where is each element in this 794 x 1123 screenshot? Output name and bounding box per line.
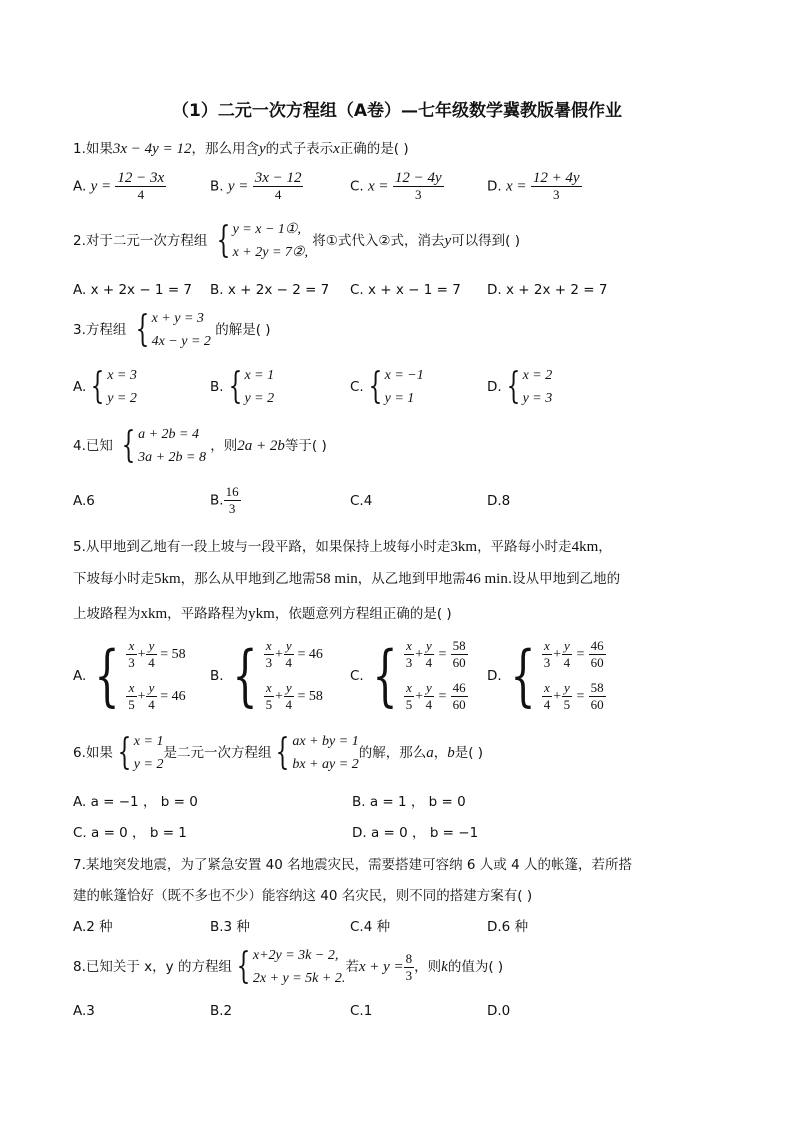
q3-stem: 3.方程组 — [73, 322, 127, 338]
q8-option-b[interactable]: B.2 — [210, 1003, 233, 1019]
question-7-line-2: 建的帐篷恰好（既不多也不少）能容纳这 40 名灾民，则不同的搭建方案有( ) — [73, 888, 533, 904]
q6-option-b[interactable]: B. a = 1 ， b = 0 — [352, 794, 466, 810]
question-8: 8.已知关于 x，y 的方程组 { x+2y = 3k − 2, 2x + y = 5k + 2. 若x + y = $\frac{8}{3}$ ，则k的值为( ) — [73, 946, 504, 987]
q3-option-a[interactable]: A. { x = 3 y = 2 — [73, 366, 137, 407]
q1-d-fraction: $\frac{12 + 4y}{3}$ — [532, 170, 580, 202]
q3-option-d[interactable]: D. { x = 2 y = 3 — [487, 366, 553, 407]
q5-option-d[interactable]: D. { $\frac{x}{3}$ + $\frac{y}{4}$ = $\frac{46}{60}$ $\frac{x}{4}$ + $\frac{y}{5}$ = $\frac{58}{60}$ — [487, 637, 604, 714]
q5-option-a[interactable]: A. { $\frac{x}{3}$ + $\frac{y}{4}$ = 58 $\frac{x}{5}$ + $\frac{y}{4}$ = 46 — [73, 637, 186, 714]
q7-option-b[interactable]: B.3 种 — [210, 919, 250, 935]
q1-b-fraction: $\frac{3x - 12}{4}$ — [254, 170, 302, 202]
question-3 — [73, 307, 721, 353]
q1-option-c[interactable]: C. x = $\frac{12 - 4y}{3}$ — [350, 170, 442, 202]
q1-var-x: x — [333, 141, 340, 157]
q1-c-fraction: $\frac{12 - 4y}{3}$ — [394, 170, 442, 202]
q2-option-a[interactable]: A. x + 2x − 1 = 7 — [73, 282, 193, 298]
q5-option-b[interactable]: B. { $\frac{x}{3}$ + $\frac{y}{4}$ = 46 $\frac{x}{5}$ + $\frac{y}{4}$ = 58 — [210, 637, 323, 714]
q1-option-b[interactable]: B. y = $\frac{3x - 12}{4}$ — [210, 170, 302, 202]
q8-option-a[interactable]: A.3 — [73, 1003, 95, 1019]
q4-option-c[interactable]: C.4 — [350, 493, 373, 509]
q6-option-a[interactable]: A. a = −1 ， b = 0 — [73, 794, 198, 810]
q1-option-d[interactable]: D. x = $\frac{12 + 4y}{3}$ — [487, 170, 580, 202]
q1-stem: 1.如果 — [73, 141, 113, 157]
q5-option-c[interactable]: C. { $\frac{x}{3}$ + $\frac{y}{4}$ = $\frac{58}{60}$ $\frac{x}{5}$ + $\frac{y}{4}$ = $\frac{46}{60}$ — [350, 637, 466, 714]
q2-option-b[interactable]: B. x + 2x − 2 = 7 — [210, 282, 330, 298]
question-5-line-1: 5.从甲地到乙地有一段上坡与一段平路，如果保持上坡每小时走3km，平路每小时走4km， — [73, 539, 612, 555]
q6-option-c[interactable]: C. a = 0 ， b = 1 — [73, 825, 187, 841]
q1-text2: 的式子表示 — [265, 141, 334, 157]
question-5-line-3: 上坡路程为xkm，平路路程为ykm，依题意列方程组正确的是( ) — [73, 606, 452, 622]
q8-option-c[interactable]: C.1 — [350, 1003, 373, 1019]
question-4 — [73, 423, 721, 469]
q4-option-b[interactable]: B. $\frac{16}{3}$ — [210, 484, 239, 516]
q4-system: { a + 2b = 4 3a + 2b = 8 — [121, 425, 206, 466]
q3-system: { x + y = 3 4x − y = 2 — [135, 309, 211, 350]
q4-option-d[interactable]: D.8 — [487, 493, 511, 509]
q8-option-d[interactable]: D.0 — [487, 1003, 511, 1019]
q2-stem: 2.对于二元一次方程组 — [73, 233, 208, 249]
q7-option-a[interactable]: A.2 种 — [73, 919, 113, 935]
question-7-line-1: 7.某地突发地震，为了紧急安置 40 名地震灾民，需要搭建可容纳 6 人或 4 人的帐篷，若所搭 — [73, 857, 632, 873]
q6-option-d[interactable]: D. a = 0 ， b = −1 — [352, 825, 479, 841]
q2-end2: 可以得到( ) — [451, 233, 520, 249]
q2-system: { y = x − 1①, x + 2y = 7②, — [216, 220, 308, 261]
question-5-line-2: 下坡每小时走5km，那么从甲地到乙地需58 min，从乙地到甲地需46 min.设从甲地到乙地的 — [73, 571, 621, 587]
question-1 — [73, 137, 721, 158]
q2-end: 将①式代入②式，消去 — [312, 233, 445, 249]
q3-end: 的解是( ) — [215, 322, 271, 338]
q4-expr: 2a + 2b — [237, 438, 285, 454]
q4-option-a[interactable]: A.6 — [73, 493, 95, 509]
q1-a-fraction: $\frac{12 - 3x}{4}$ — [117, 170, 165, 202]
question-2 — [73, 218, 721, 264]
q2-option-c[interactable]: C. x + x − 1 = 7 — [350, 282, 461, 298]
q7-option-c[interactable]: C.4 种 — [350, 919, 391, 935]
q4-end: ，则 — [210, 438, 238, 454]
q1-equation: 3x − 4y = 12 — [112, 141, 192, 157]
page-title: （1）二元一次方程组（A卷）—七年级数学冀教版暑假作业 — [172, 101, 622, 121]
q1-end: 正确的是( ) — [339, 141, 409, 157]
question-6: 6.如果 { x = 1 y = 2 是二元一次方程组 { ax + by = 1 bx + ay = 2 的解，那么a，b是( ) — [73, 732, 484, 773]
q4-end2: 等于( ) — [284, 438, 327, 454]
q1-var-y: y — [258, 141, 266, 157]
q2-option-d[interactable]: D. x + 2x + 2 = 7 — [487, 282, 608, 298]
q3-option-b[interactable]: B. { x = 1 y = 2 — [210, 366, 275, 407]
q2-var-y: y — [444, 233, 452, 249]
q1-option-a[interactable]: A. y = $\frac{12 - 3x}{4}$ — [73, 170, 165, 202]
q1-text: ，那么用含 — [191, 141, 259, 157]
q7-option-d[interactable]: D.6 种 — [487, 919, 529, 935]
q4-stem: 4.已知 — [73, 438, 113, 454]
q3-option-c[interactable]: C. { x = −1 y = 1 — [350, 366, 424, 407]
